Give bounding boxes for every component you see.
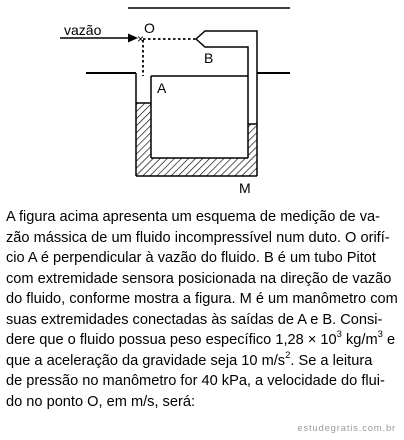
point-a-label: A: [157, 80, 167, 96]
text-line: do fluido, conforme mostra a figura. M é um manômetro com: [6, 291, 398, 307]
text-segment: kg/m: [341, 332, 378, 348]
pitot-manometer-diagram: [0, 0, 404, 200]
text-segment: dere que o fluido possua peso específico 1,28 × 10: [6, 332, 337, 348]
point-o-label: O: [144, 20, 155, 36]
superscript: 3: [377, 329, 383, 341]
text-line: [6, 330, 400, 351]
problem-statement: [6, 207, 400, 412]
text-segment: . Se a leitura: [290, 352, 373, 369]
manometer-fluid: [136, 103, 257, 176]
text-line: do no ponto O, em m/s, será:: [6, 393, 195, 410]
watermark: estudegratis.com.br: [297, 423, 396, 434]
text-line: cio A é perpendicular à vazão do fluido. B é um tubo Pitot: [6, 250, 376, 266]
text-segment: e: [382, 332, 396, 348]
text-line: com extremidade sensora posicionada na direção de vazão: [6, 270, 392, 287]
point-o-marker: ×: [137, 32, 145, 46]
text-segment: que a aceleração da gravidade seja 10 m/s: [6, 352, 286, 369]
superscript: 3: [336, 329, 342, 341]
text-line: zão mássica de um fluido incompressível num duto. O orifí-: [6, 229, 390, 246]
manometer-label: M: [239, 180, 251, 196]
flow-label: vazão: [64, 22, 102, 38]
text-line: A figura acima apresenta um esquema de medição de va-: [6, 209, 380, 225]
point-b-label: B: [204, 50, 214, 66]
text-line: [6, 351, 400, 372]
text-line: de pressão no manômetro for 40 kPa, a velocidade do flui-: [6, 373, 385, 389]
text-line: suas extremidades conectadas às saídas de A e B. Consi-: [6, 311, 383, 328]
superscript: 2: [285, 349, 291, 361]
